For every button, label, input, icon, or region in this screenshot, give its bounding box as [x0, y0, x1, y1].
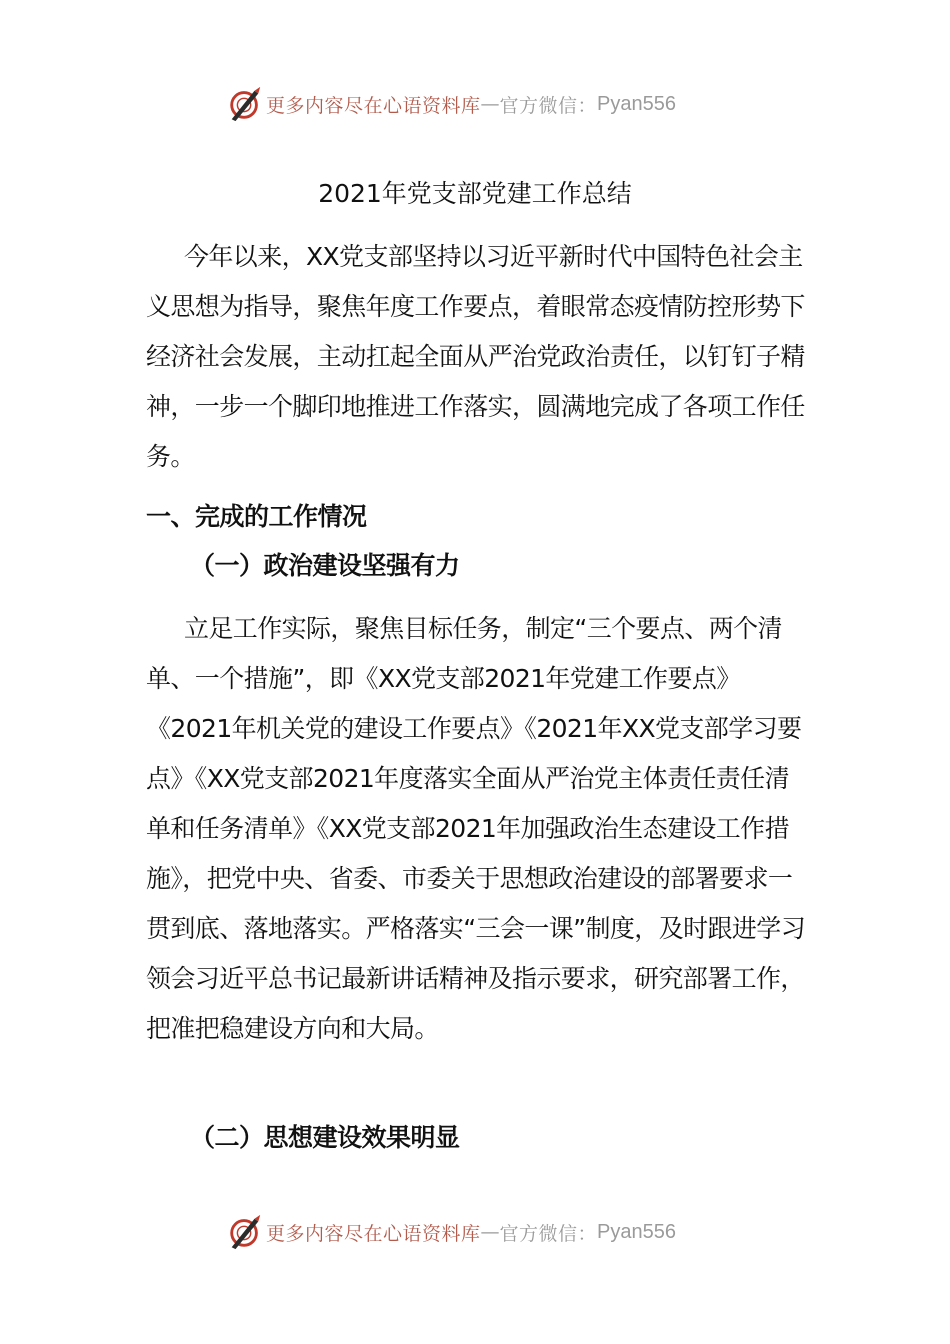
- section-1-heading: 一、完成的工作情况: [146, 502, 367, 531]
- subsection-2-heading: （二）思想建设效果明显: [190, 1123, 460, 1152]
- watermark-contact-label: 官方微信：: [499, 94, 598, 117]
- pen-circle-logo-icon: [226, 85, 264, 123]
- watermark-banner-top: [226, 84, 676, 124]
- watermark-text: 更多内容尽在心语资料库: [266, 94, 481, 117]
- pen-circle-logo-icon: [226, 1213, 264, 1251]
- subsection-1-paragraph: 立足工作实际，聚焦目标任务，制定“三个要点、两个清单、一个措施”，即《XX党支部2021年党建工作要点》《2021年机关党的建设工作要点》《2021年XX党支部学习要点》《XX党支部2021年度落实全面从严治党主体责任责任清单和任务清单》《XX党支部2021年加强政治生态建设工作措施》，把党中央、省委、市委关于思想政治建设的部署要求一贯到底、落地落实。严格落实“三会一课”制度，及时跟进学习领会习近平总书记最新讲话精神及指示要求，研究部署工作，把准把稳建设方向和大局。: [146, 614, 806, 1043]
- subsection-1-heading: （一）政治建设坚强有力: [190, 551, 460, 580]
- intro-paragraph: 今年以来，XX党支部坚持以习近平新时代中国特色社会主义思想为指导，聚焦年度工作要点，着眼常态疫情防控形势下经济社会发展，主动扛起全面从严治党政治责任，以钉钉子精神，一步一个脚印地推进工作落实，圆满地完成了各项工作任务。: [146, 242, 805, 471]
- document-title: 2021年党支部党建工作总结: [318, 179, 632, 208]
- watermark-contact-label: 官方微信：: [499, 1222, 598, 1245]
- watermark-text: 更多内容尽在心语资料库: [266, 1222, 481, 1245]
- watermark-separator: —: [480, 1221, 500, 1243]
- watermark-handle: Pyan556: [597, 92, 676, 115]
- watermark-banner-bottom: [226, 1212, 676, 1252]
- watermark-separator: —: [480, 93, 500, 115]
- watermark-handle: Pyan556: [597, 1220, 676, 1243]
